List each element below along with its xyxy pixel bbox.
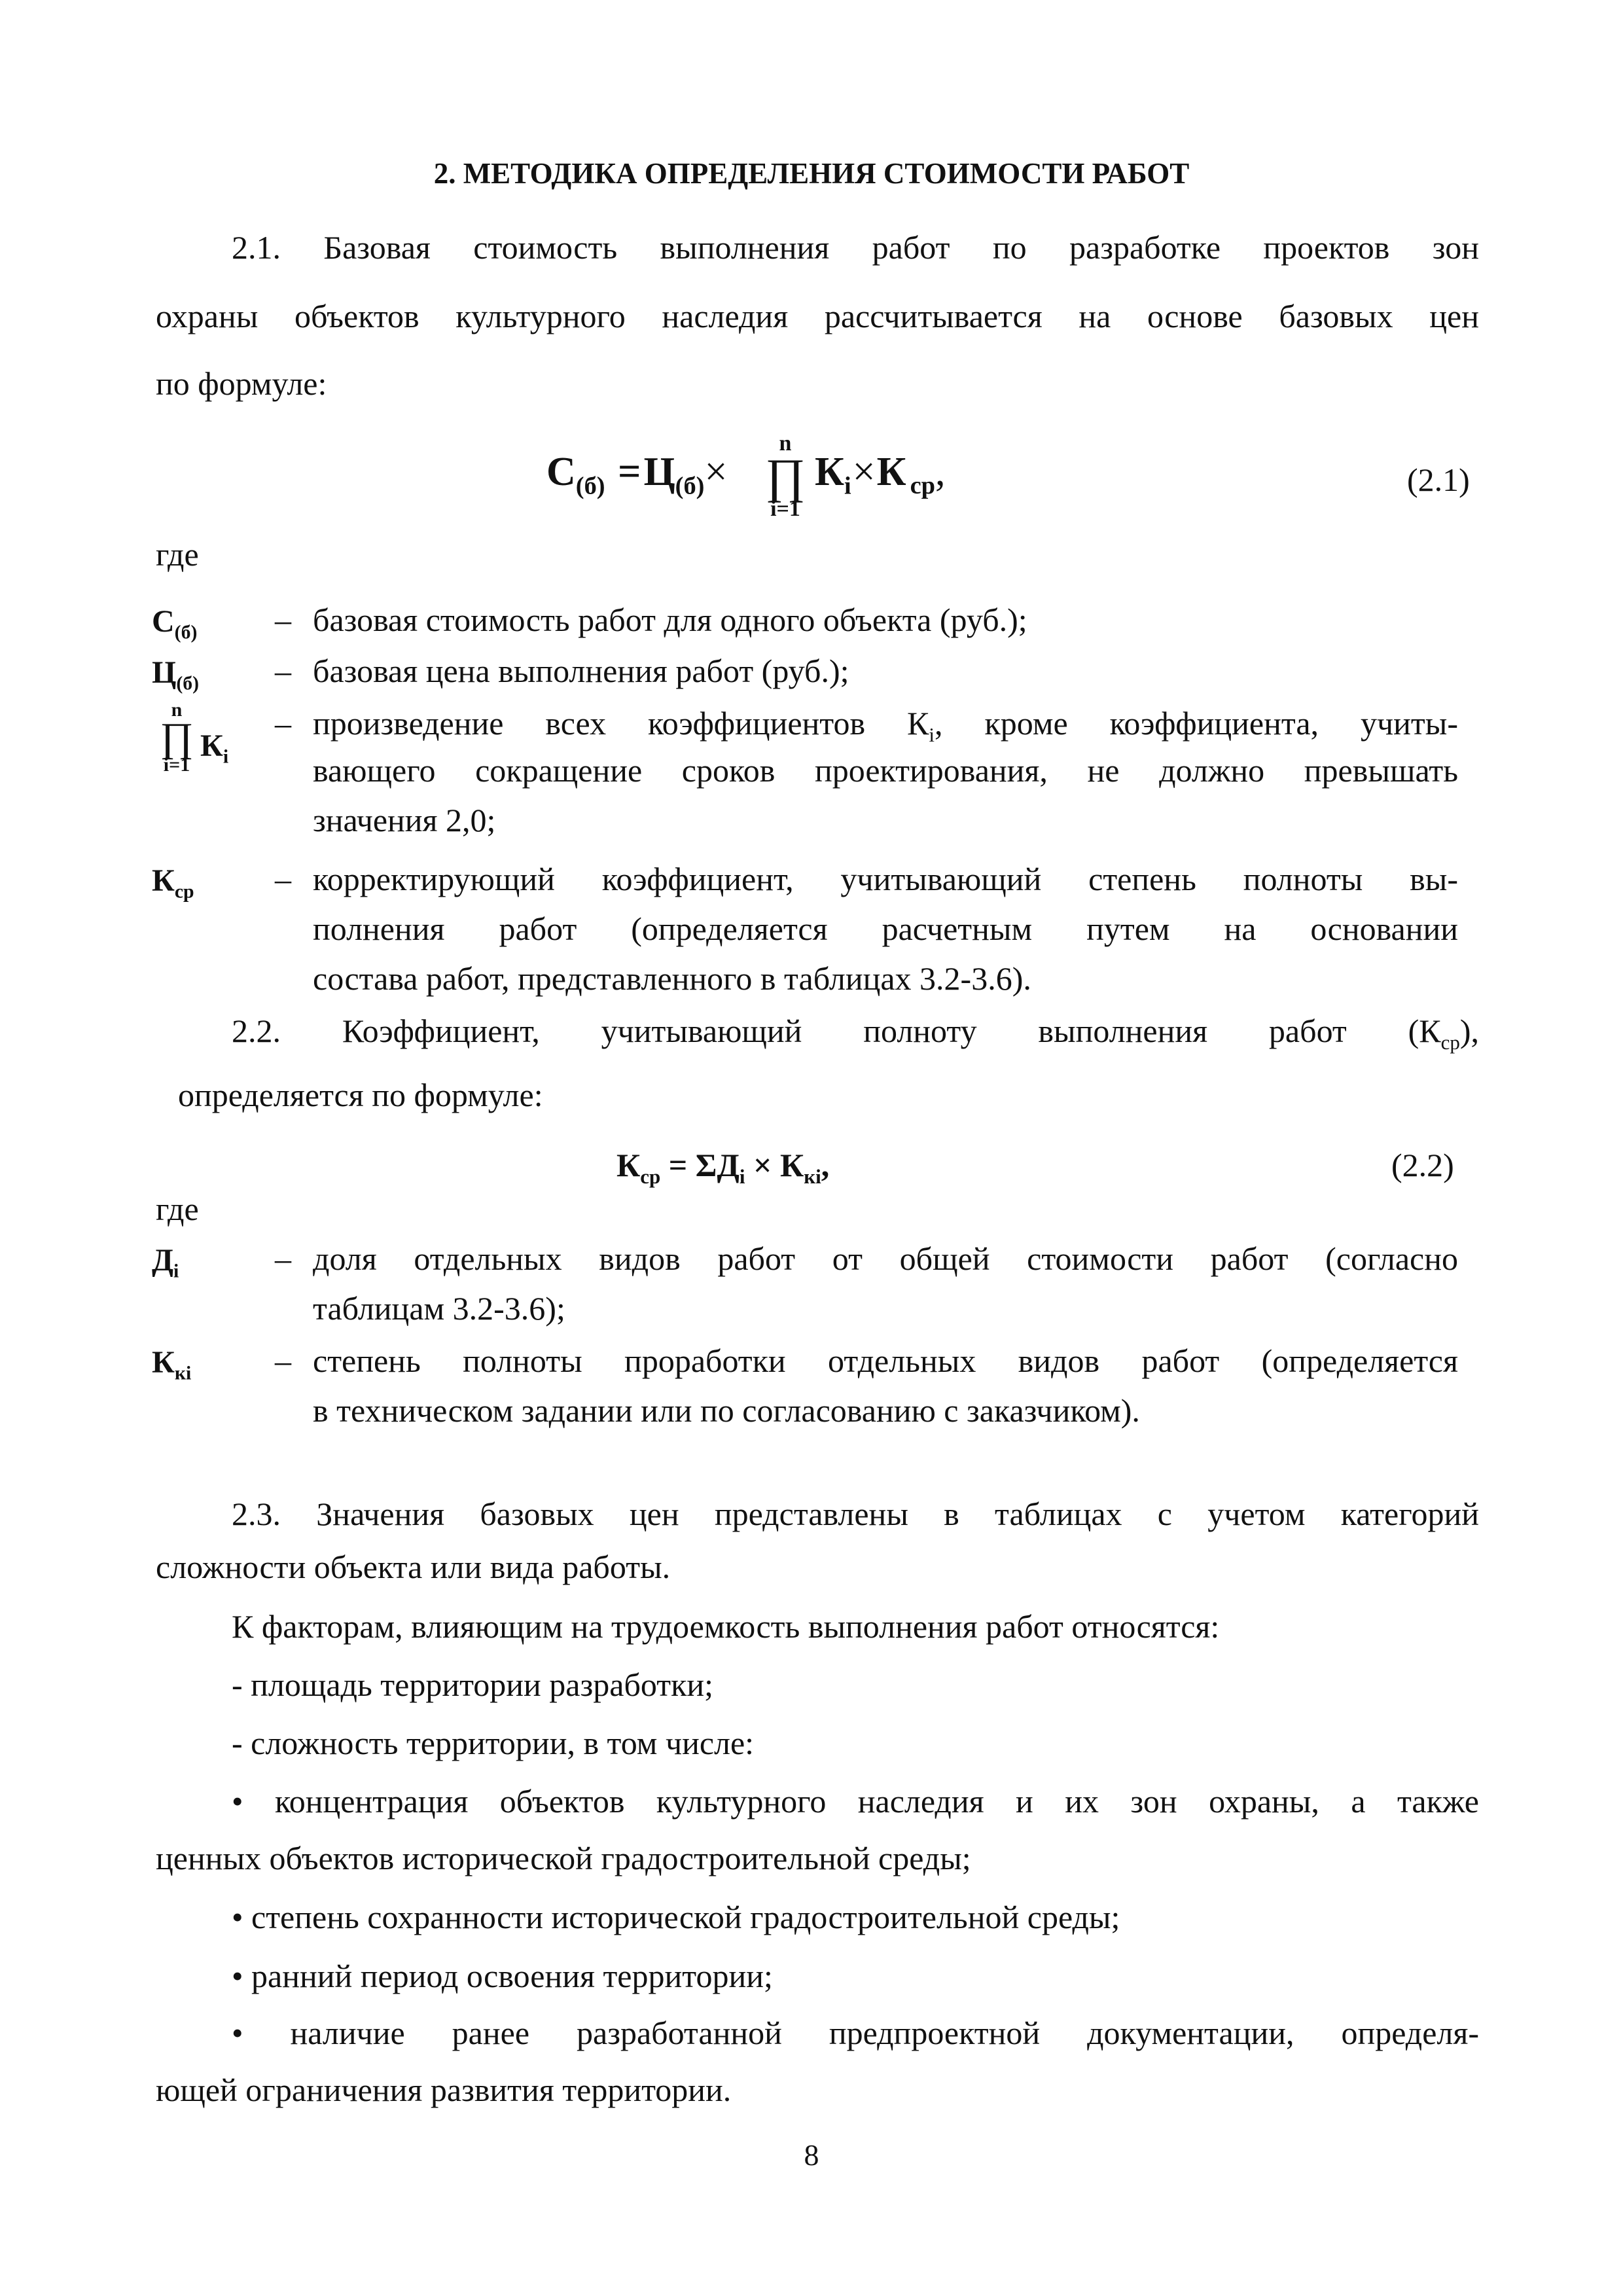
- def-ts-dash: –: [275, 653, 291, 689]
- p22-line2: определяется по формуле:: [178, 1077, 543, 1113]
- formula-ts: Ц: [643, 450, 675, 494]
- formula-comma: ,: [935, 450, 946, 494]
- where-label-2: где: [156, 1191, 199, 1227]
- prod-top: n: [779, 431, 792, 456]
- formula-2-1-rest: [815, 452, 946, 506]
- def-c-symbol: $С_{(б)}$: [152, 604, 198, 643]
- formula-2-1-number: (2.1): [1407, 461, 1470, 498]
- def-prod-line1: произведение всех коэффициентов $К_i$, кроме коэффициента, учиты-: [313, 705, 1458, 746]
- factor-bullet-4-line1: • наличие ранее разработанной предпроектной документации, определя-: [232, 2015, 1479, 2051]
- factors-intro: К факторам, влияющим на трудоемкость выполнения работ относятся:: [232, 1608, 1220, 1645]
- formula-2-2: $К_{ср} = \Sigma Д_i \times К_{кi}$,: [616, 1147, 830, 1188]
- def-kcp-line3: состава работ, представленного в таблицах 3.2-3.6).: [313, 960, 1031, 997]
- factor-bullet-1-line2: ценных объектов исторической градостроительной среды;: [156, 1840, 971, 1876]
- section-heading: 2. МЕТОДИКА ОПРЕДЕЛЕНИЯ СТОИМОСТИ РАБОТ: [433, 157, 1190, 190]
- def-kcp-line2: полнения работ (определяется расчетным путем на основании: [313, 910, 1458, 947]
- page-number: 8: [804, 2138, 819, 2172]
- formula-2-1: [546, 452, 727, 506]
- formula-2-2-number: (2.2): [1391, 1147, 1454, 1183]
- formula-k-sub: i: [844, 472, 851, 500]
- factor-item-2: - сложность территории, в том числе:: [232, 1725, 755, 1761]
- p23-line1: 2.3. Значения базовых цен представлены в таблицах с учетом категорий: [232, 1496, 1479, 1532]
- p22-line1: 2.2. Коэффициент, учитывающий полноту выполнения работ $(К_{ср})$,: [232, 1013, 1479, 1054]
- def-prod-symbol: n ∏ i=1: [160, 699, 194, 776]
- where-label-1: где: [156, 536, 199, 573]
- formula-2-1-product: [759, 432, 812, 521]
- def-prod-line3: значения 2,0;: [313, 802, 496, 838]
- def-ts-text: базовая цена выполнения работ (руб.);: [313, 653, 849, 689]
- prod-bottom: i=1: [770, 497, 800, 521]
- formula-times1: ×: [704, 450, 728, 494]
- def-kcp-line1: корректирующий коэффициент, учитывающий степень полноты вы-: [313, 861, 1458, 897]
- formula-eq: =: [618, 450, 641, 494]
- prod-sign: ∏: [765, 450, 806, 503]
- def-prod-line2: вающего сокращение сроков проектирования, не должно превышать: [313, 752, 1458, 789]
- def-kk-line2: в техническом задании или по согласованию с заказчиком).: [313, 1392, 1140, 1429]
- factor-bullet-1-line1: • концентрация объектов культурного наследия и их зон охраны, а также: [232, 1783, 1479, 1820]
- def-kcp-symbol: $К_{ср}$: [152, 863, 194, 903]
- def-c-dash: –: [275, 601, 291, 638]
- formula-k2: К: [876, 450, 906, 494]
- def-kk-line1: степень полноты проработки отдельных видов работ (определяется: [313, 1342, 1458, 1379]
- p21-line3: по формуле:: [156, 365, 327, 402]
- formula-c-sub: (б): [575, 472, 605, 500]
- def-prod-dash: –: [275, 705, 291, 742]
- def-d-dash: –: [275, 1240, 291, 1277]
- def-d-line1: доля отдельных видов работ от общей стоимости работ (согласно: [313, 1240, 1458, 1277]
- formula-ts-sub: (б): [675, 472, 705, 500]
- def-ts-symbol: $Ц_{(б)}$: [152, 655, 200, 694]
- formula-k: К: [815, 450, 844, 494]
- p23-line2: сложности объекта или вида работы.: [156, 1549, 671, 1585]
- factor-item-1: - площадь территории разработки;: [232, 1666, 714, 1703]
- def-d-symbol: $Д_i$: [152, 1243, 179, 1282]
- def-d-line2: таблицам 3.2-3.6);: [313, 1290, 565, 1327]
- p21-line1: 2.1. Базовая стоимость выполнения работ по разработке проектов зон: [232, 229, 1479, 266]
- factor-bullet-4-line2: ющей ограничения развития территории.: [156, 2072, 732, 2108]
- formula-times2: ×: [852, 450, 876, 494]
- def-c-text: базовая стоимость работ для одного объекта (руб.);: [313, 601, 1027, 638]
- formula-k2-sub: ср: [910, 472, 936, 500]
- formula-c: С: [546, 450, 576, 494]
- p21-line2: охраны объектов культурного наследия рассчитывается на основе базовых цен: [156, 298, 1479, 334]
- def-kk-dash: –: [275, 1342, 291, 1379]
- factor-bullet-3: • ранний период освоения территории;: [232, 1958, 773, 1994]
- def-prod-k: $К_i$: [200, 728, 229, 768]
- def-kk-symbol: $К_{кi}$: [152, 1345, 192, 1384]
- factor-bullet-2: • степень сохранности исторической градостроительной среды;: [232, 1899, 1120, 1935]
- def-kcp-dash: –: [275, 861, 291, 897]
